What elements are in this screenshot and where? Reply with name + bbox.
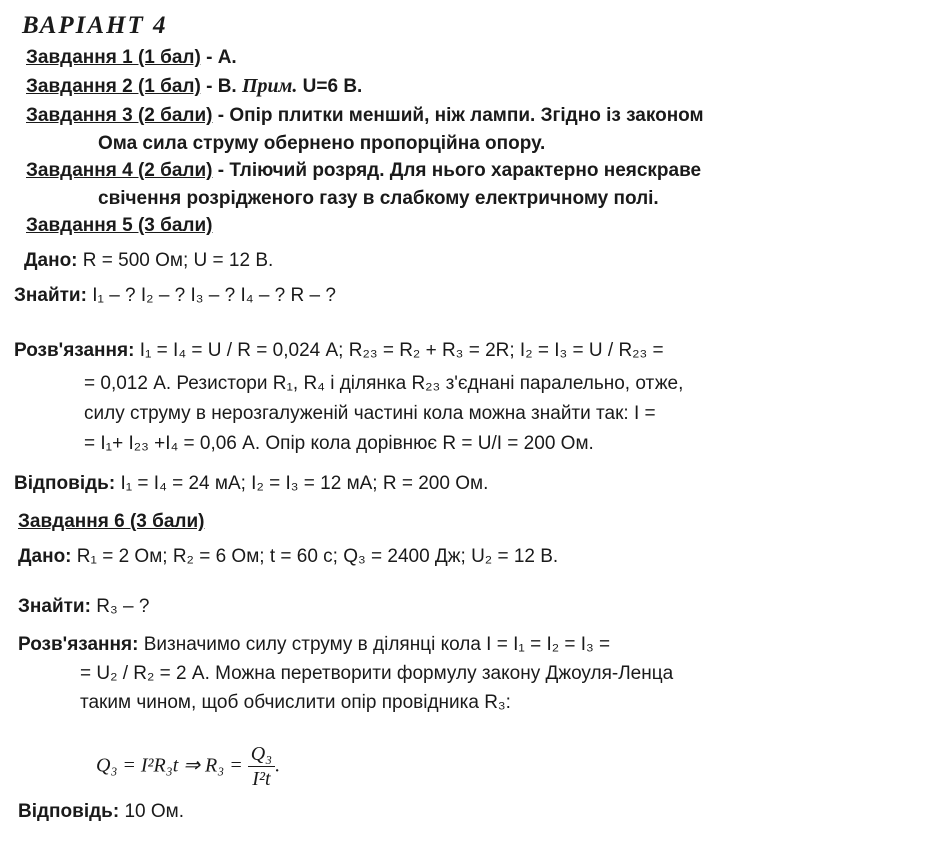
task1-answer: - А. bbox=[200, 47, 237, 68]
task5-given bbox=[24, 249, 273, 273]
task5-given-label: Дано: bbox=[24, 250, 78, 271]
task6-solution-label: Розв'язання: bbox=[18, 634, 139, 655]
task5-solution-text1: I₁ = I₄ = U / R = 0,024 А; R₂₃ = R₂ + R₃ = 2R; I₂ = I₃ = U / R₂₃ = bbox=[134, 340, 664, 361]
task6-find-label: Знайти: bbox=[18, 596, 91, 617]
task6-given bbox=[18, 545, 558, 569]
task6-given-label: Дано: bbox=[18, 546, 72, 567]
formula-fraction bbox=[248, 742, 275, 791]
page-title: ВАРІАНТ 4 bbox=[22, 12, 168, 39]
task5-find bbox=[14, 284, 336, 308]
task3-label: Завдання 3 (2 бали) bbox=[26, 105, 213, 126]
task1-label: Завдання 1 (1 бал) bbox=[26, 47, 201, 68]
task2-note-value: U=6 В. bbox=[297, 76, 363, 97]
task5-find-text: I₁ – ? I₂ – ? I₃ – ? I₄ – ? R – ? bbox=[86, 285, 336, 306]
task5-answer-label: Відповідь: bbox=[14, 473, 116, 494]
task6-solution-text1: Визначимо силу струму в ділянці кола I = I₁ = I₂ = I₃ = bbox=[138, 634, 611, 655]
task4-label: Завдання 4 (2 бали) bbox=[26, 160, 213, 181]
task6-label: Завдання 6 (3 бали) bbox=[18, 511, 205, 532]
task5-find-label: Знайти: bbox=[14, 285, 87, 306]
task2-label: Завдання 2 (1 бал) bbox=[26, 76, 201, 97]
formula-numerator: Q₃ bbox=[248, 742, 275, 767]
task4-text-line2: свічення розрідженого газу в слабкому електричному полі. bbox=[98, 188, 659, 209]
task5-solution-line1 bbox=[14, 339, 664, 363]
task6-find bbox=[18, 595, 149, 619]
formula-left: Q₃ = I²R₃t ⇒ R₃ = bbox=[96, 754, 248, 777]
joule-lenz-formula bbox=[96, 742, 280, 791]
formula-end: . bbox=[275, 754, 281, 777]
task2-note-label: Прим. bbox=[242, 75, 298, 97]
task5-answer-text: I₁ = I₄ = 24 мА; I₂ = I₃ = 12 мА; R = 200 Ом. bbox=[115, 473, 489, 494]
task5-solution-line3: силу струму в нерозгалуженій частині кола можна знайти так: I = bbox=[84, 403, 656, 424]
formula-denominator: I²t bbox=[252, 768, 271, 790]
task3-text-line1: - Опір плитки менший, ніж лампи. Згідно із законом bbox=[212, 105, 704, 126]
task5-label: Завдання 5 (3 бали) bbox=[26, 215, 213, 236]
task3-line1 bbox=[26, 104, 704, 128]
task6-solution-line2: = U₂ / R₂ = 2 А. Можна перетворити формулу закону Джоуля-Ленца bbox=[80, 663, 674, 684]
task2-line bbox=[26, 74, 362, 99]
task5-given-text: R = 500 Ом; U = 12 В. bbox=[77, 250, 274, 271]
task6-solution-line1 bbox=[18, 633, 610, 657]
task6-answer-text: 10 Ом. bbox=[119, 801, 184, 822]
task1-line bbox=[26, 46, 237, 70]
task6-given-text: R₁ = 2 Ом; R₂ = 6 Ом; t = 60 с; Q₃ = 2400 Дж; U₂ = 12 В. bbox=[71, 546, 559, 567]
task2-answer: - В. bbox=[200, 76, 242, 97]
task5-answer bbox=[14, 472, 488, 496]
task6-solution-line3: таким чином, щоб обчислити опір провідника R₃: bbox=[80, 692, 511, 713]
task6-answer bbox=[18, 800, 184, 824]
task3-text-line2: Ома сила струму обернено пропорційна опору. bbox=[98, 133, 546, 154]
task5-solution-label: Розв'язання: bbox=[14, 340, 135, 361]
task6-find-text: R₃ – ? bbox=[90, 596, 150, 617]
task5-solution-line4: = I₁+ I₂₃ +I₄ = 0,06 А. Опір кола дорівнює R = U/I = 200 Ом. bbox=[84, 433, 594, 454]
task4-text-line1: - Тліючий розряд. Для нього характерно неяскраве bbox=[212, 160, 702, 181]
task4-line1 bbox=[26, 159, 701, 183]
task5-solution-line2: = 0,012 А. Резистори R₁, R₄ і ділянка R₂₃ з'єднані паралельно, отже, bbox=[84, 373, 684, 394]
task6-answer-label: Відповідь: bbox=[18, 801, 120, 822]
